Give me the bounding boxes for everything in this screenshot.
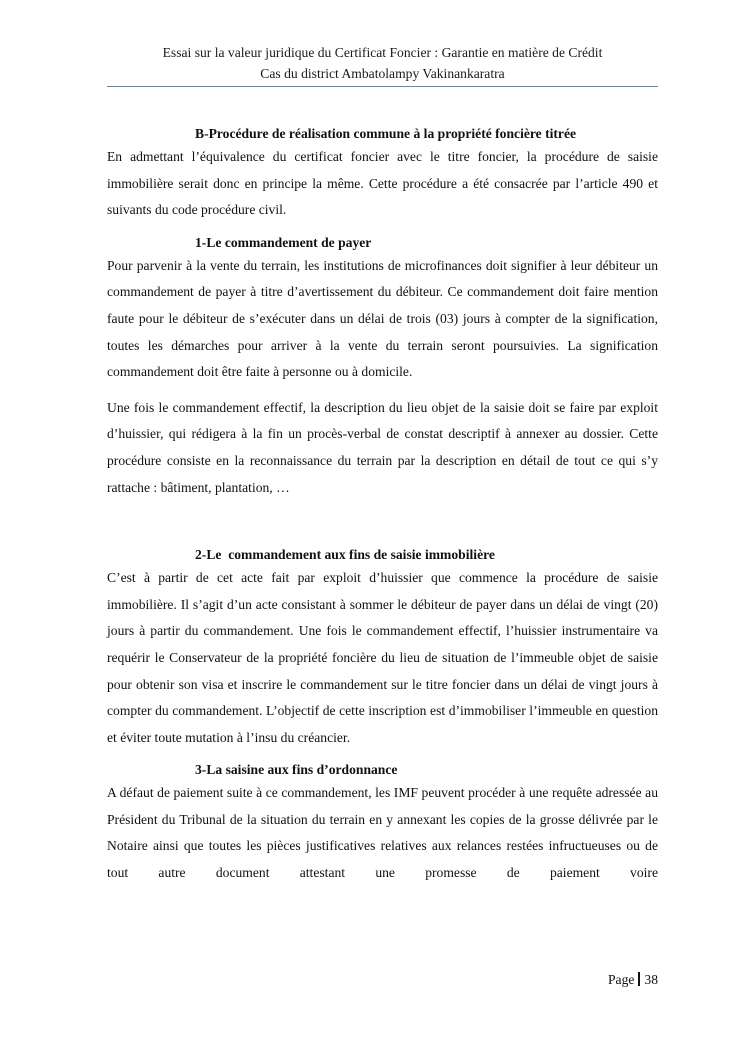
header-title: Essai sur la valeur juridique du Certificat Foncier : Garantie en matière de Crédit [162, 45, 603, 60]
section-heading-1: 1-Le commandement de payer [195, 234, 372, 250]
page-body [107, 124, 658, 887]
paragraph: En admettant l’équivalence du certificat foncier avec le titre foncier, la procédure de saisie immobilière serait donc en principe la même. Cette procédure a été consacrée par l’article 490 et suivants du code procédure civil. [107, 149, 658, 218]
header-subtitle: Cas du district Ambatolampy Vakinankaratra [260, 66, 505, 81]
footer-separator [638, 972, 640, 986]
header-divider [107, 86, 658, 87]
section-heading-2: 2-Le commandement aux fins de saisie immobilière [195, 547, 495, 563]
section-heading-3: 3-La saisine aux fins d’ordonnance [195, 762, 398, 778]
running-header [107, 42, 658, 84]
page-number: 38 [644, 972, 658, 987]
page-label: Page [607, 972, 635, 987]
paragraph: C’est à partir de cet acte fait par exploit d’huissier que commence la procédure de saisie immobilière. Il s’agit d’un acte consistant à sommer le débiteur de payer dans un délai de vingt (20) jours à partir du commandement. Une fois le commandement effectif, l’huissier instrumentaire va requérir le Conservateur de la propriété foncière du lieu de situation de l’immeuble objet de saisie pour obtenir son visa et inscrire le commandement sur le titre foncier dans un délai de vingt jours à compter du commandement. L’objectif de cette inscription est d’immobiliser l’immeuble en question et éviter toute mutation à l’insu du créancier. [107, 570, 658, 745]
page-footer [608, 972, 658, 988]
paragraph: Une fois le commandement effectif, la description du lieu objet de la saisie doit se faire par exploit d’huissier, qui rédigera à la fin un procès-verbal de constat descriptif à annexer au dossier. Cette procédure consiste en la reconnaissance du terrain par la description en détail de tout ce qui s’y rattache : bâtiment, plantation, … [107, 399, 658, 495]
section-heading-b: B-Procédure de réalisation commune à la propriété foncière titrée [195, 126, 577, 141]
paragraph: Pour parvenir à la vente du terrain, les institutions de microfinances doit signifier à leur débiteur un commandement de payer à titre d’avertissement du débiteur. Ce commandement doit faire mention faute pour le débiteur de s’exécuter dans un délai de trois (03) jours à compter de la signification, toutes les démarches pour arriver à la vente du terrain seront poursuivies. La signification commandement doit être faite à personne ou à domicile. [107, 257, 658, 380]
paragraph: A défaut de paiement suite à ce commandement, les IMF peuvent procéder à une requête adressée au Président du Tribunal de la situation du terrain en y annexant les copies de la grosse délivrée par le Notaire ainsi que toutes les pièces justificatives relatives aux relances restées infructueuses ou de tout autre document attestant une promesse de paiement voire [107, 785, 658, 881]
